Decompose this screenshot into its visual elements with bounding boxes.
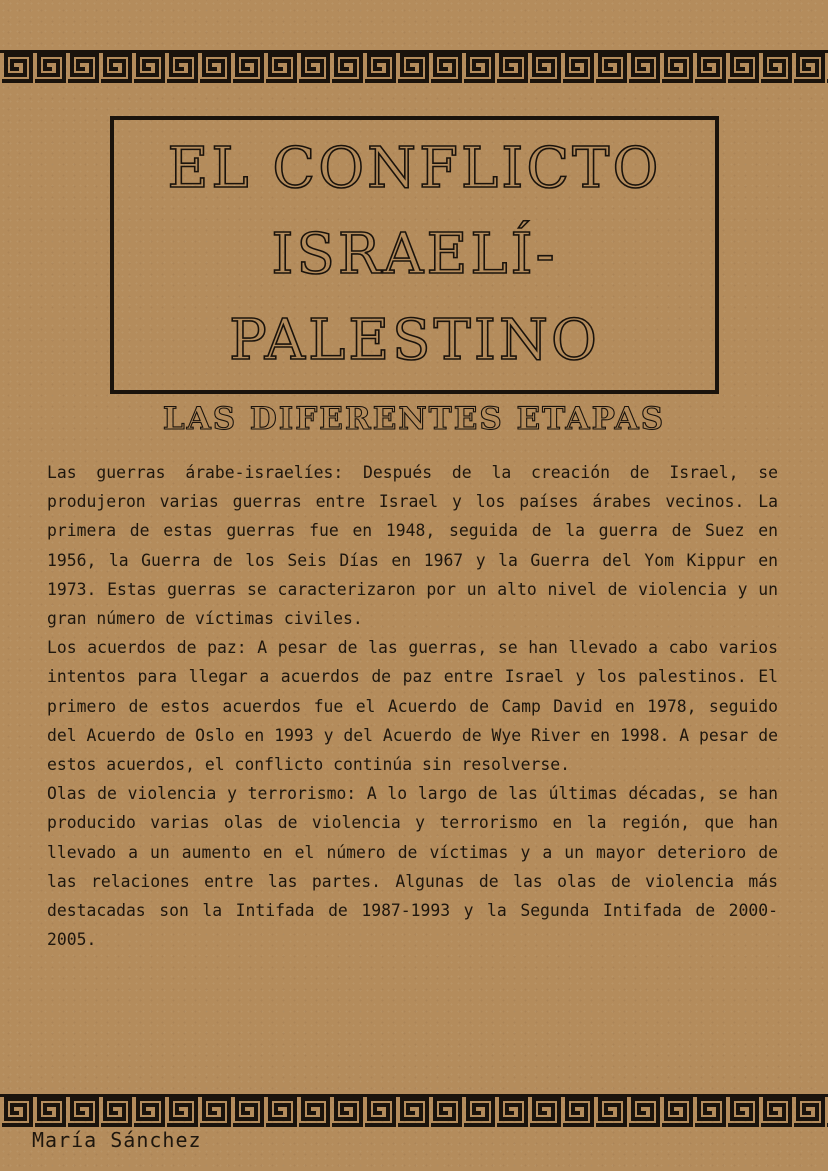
- paragraph-violence: Olas de violencia y terrorismo: A lo largo de las últimas décadas, se han producido varias olas de violencia y terrorismo en la región, que han llevado a un aumento en el número de víctimas y a un mayor deterioro de las relaciones entre las partes. Algunas de las olas de violencia más destacadas son la Intifada de 1987-1993 y la Segunda Intifada de 2000-2005.: [47, 784, 778, 950]
- greek-key-border-bottom: [0, 1094, 828, 1128]
- page-subtitle: LAS DIFERENTES ETAPAS: [162, 401, 666, 437]
- greek-key-border-top: [0, 50, 828, 84]
- author-name: María Sánchez: [32, 1128, 202, 1152]
- paragraph-wars: Las guerras árabe-israelíes: Después de la creación de Israel, se produjeron varias guerras entre Israel y los países árabes vecinos. La primera de estas guerras fue en 1948, seguida de la guerra de Suez en 1956, la Guerra de los Seis Días en 1967 y la Guerra del Yom Kippur en 1973. Estas guerras se caracterizaron por un alto nivel de violencia y un gran número de víctimas civiles.: [47, 463, 778, 629]
- title-frame: [110, 116, 719, 394]
- paragraph-peace-agreements: Los acuerdos de paz: A pesar de las guerras, se han llevado a cabo varios intentos para llegar a acuerdos de paz entre Israel y los palestinos. El primero de estos acuerdos fue el Acuerdo de Camp David en 1978, seguido del Acuerdo de Oslo en 1993 y del Acuerdo de Wye River en 1998. A pesar de estos acuerdos, el conflicto continúa sin resolverse.: [47, 638, 778, 775]
- body-text: [47, 458, 778, 954]
- page-title: EL CONFLICTO ISRAELÍ-PALESTINO: [167, 136, 662, 373]
